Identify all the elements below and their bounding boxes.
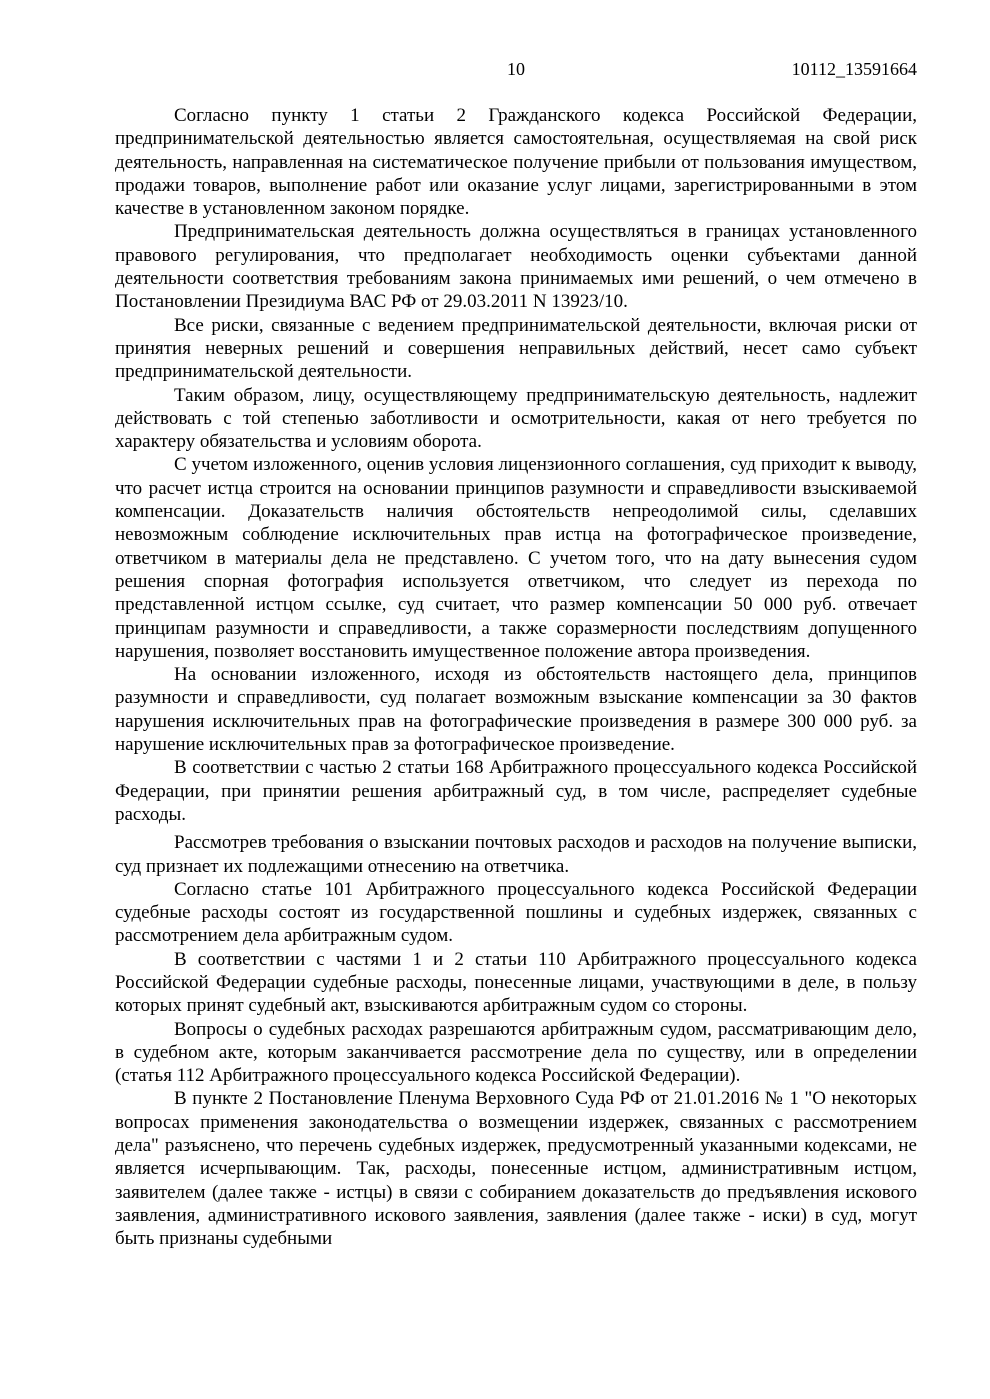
paragraph: В соответствии с частями 1 и 2 статьи 110 Арбитражного процессуального кодекса Российской Федерации судебные расходы, понесенные лицами, участвующими в деле, в пользу которых принят судебный акт, взыскиваются арбитражным судом со стороны. [115,948,917,1017]
paragraph: Все риски, связанные с ведением предпринимательской деятельности, включая риски от принятия неверных решений и совершения неправильных действий, несет само субъект предпринимательской деятельности. [115,314,917,383]
paragraph: На основании изложенного, исходя из обстоятельств настоящего дела, принципов разумности и справедливости, суд полагает возможным взыскание компенсации за 30 фактов нарушения исключительных прав на фотографические произведения в размере 300 000 руб. за нарушение исключительных прав за фотографическое произведение. [115,664,917,756]
paragraph: Таким образом, лицу, осуществляющему предпринимательскую деятельность, надлежит действовать с той степенью заботливости и осмотрительности, какая от него требуется по характеру обязательства и условиям оборота. [115,384,917,453]
document-body [115,104,917,1251]
document-id: 10112_13591664 [791,59,917,79]
paragraph: Согласно пункту 1 статьи 2 Гражданского кодекса Российской Федерации, предпринимательской деятельностью является самостоятельная, осуществляемая на свой риск деятельность, направленная на систематическое получение прибыли от пользования имуществом, продажи товаров, выполнение работ или оказание услуг лицами, зарегистрированными в этом качестве в установленном законом порядке. [115,105,917,220]
paragraph: В пункте 2 Постановление Пленума Верховного Суда РФ от 21.01.2016 № 1 "О некоторых вопросах применения законодательства о возмещении издержек, связанных с рассмотрением дела" разъяснено, что перечень судебных издержек, предусмотренный указанными кодексами, не является исчерпывающим. Так, расходы, понесенные истцом, административным истцом, заявителем (далее также - истцы) в связи с собиранием доказательств до предъявления искового заявления, административного искового заявления, заявления (далее также - иски) в суд, могут быть признаны судебными [115,1088,917,1250]
page-number: 10 [507,59,525,79]
paragraph: В соответствии с частью 2 статьи 168 Арбитражного процессуального кодекса Российской Федерации, при принятии решения арбитражный суд, в том числе, распределяет судебные расходы. [115,757,917,825]
paragraph: Согласно статье 101 Арбитражного процессуального кодекса Российской Федерации судебные расходы состоят из государственной пошлины и судебных издержек, связанных с рассмотрением дела арбитражным судом. [115,878,917,947]
paragraph: Рассмотрев требования о взыскании почтовых расходов и расходов на получение выписки, суд признает их подлежащими отнесению на ответчика. [115,832,917,877]
paragraph: С учетом изложенного, оценив условия лицензионного соглашения, суд приходит к выводу, что расчет истца строится на основании принципов разумности и справедливости взыскиваемой компенсации. Доказательств наличия обстоятельств непреодолимой силы, сделавших невозможным соблюдение исключительных прав истца на фотографическое произведение, ответчиком в материалы дела не представлено. С учетом того, что на дату вынесения судом решения спорная фотография используется ответчиком, что следует из перехода по представленной истцом ссылке, суд считает, что размер компенсации 50 000 руб. отвечает принципам разумности и справедливости, а также соразмерности последствиям допущенного нарушения, позволяет восстановить имущественное положение автора произведения. [115,454,917,662]
paragraph: Вопросы о судебных расходах разрешаются арбитражным судом, рассматривающим дело, в судебном акте, которым заканчивается рассмотрение дела по существу, или в определении (статья 112 Арбитражного процессуального кодекса Российской Федерации). [115,1018,917,1087]
paragraph: Предпринимательская деятельность должна осуществляться в границах установленного правового регулирования, что предполагает необходимость оценки субъектами данной деятельности соответствия требованиям закона принимаемых ими решений, о чем отмечено в Постановлении Президиума ВАС РФ от 29.03.2011 N 13923/10. [115,221,917,313]
page-header [115,58,917,80]
